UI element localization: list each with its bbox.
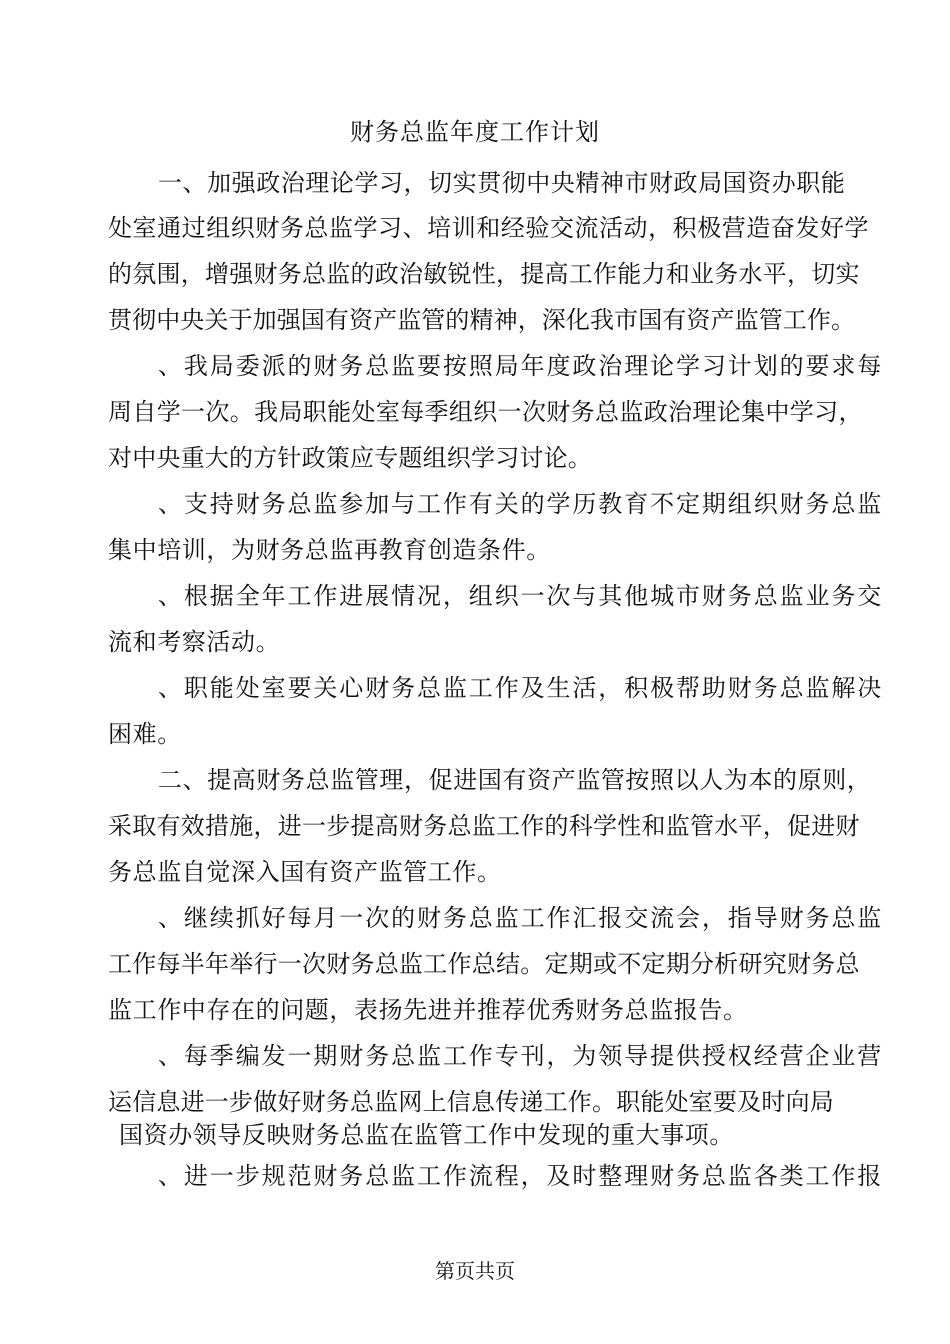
paragraph-line: 集中培训，为财务总监再教育创造条件。 — [108, 536, 551, 564]
paragraph-line: 对中央重大的方针政策应专题组织学习讨论。 — [108, 444, 592, 472]
paragraph-line: 、根据全年工作进展情况，组织一次与其他城市财务总监业务交 — [158, 582, 884, 610]
page-footer: 第页共页 — [435, 1259, 515, 1283]
document-title: 财务总监年度工作计划 — [350, 118, 600, 146]
paragraph-line: 工作每半年举行一次财务总监工作总结。定期或不定期分析研究财务总 — [108, 950, 860, 978]
paragraph-line: 贯彻中央关于加强国有资产监管的精神，深化我市国有资产监管工作。 — [108, 306, 856, 334]
paragraph-line: 困难。 — [108, 720, 182, 748]
paragraph-line: 采取有效措施，进一步提高财务总监工作的科学性和监管水平，促进财 — [108, 812, 860, 840]
paragraph-line: 、职能处室要关心财务总监工作及生活，积极帮助财务总监解决 — [158, 674, 884, 702]
paragraph-line: 周自学一次。我局职能处室每季组织一次财务总监政治理论集中学习， — [108, 398, 863, 426]
paragraph-line: 监工作中存在的问题，表扬先进并推荐优秀财务总监报告。 — [108, 996, 748, 1024]
paragraph-line: 处室通过组织财务总监学习、培训和经验交流活动，积极营造奋发好学 — [108, 214, 870, 242]
paragraph-line: 、继续抓好每月一次的财务总监工作汇报交流会，指导财务总监 — [158, 904, 884, 932]
paragraph-line: 、进一步规范财务总监工作流程，及时整理财务总监各类工作报 — [158, 1162, 884, 1190]
paragraph-line: 务总监自觉深入国有资产监管工作。 — [108, 858, 502, 886]
paragraph-line: 、支持财务总监参加与工作有关的学历教育不定期组织财务总监 — [158, 490, 884, 518]
paragraph-line: 的氛围，增强财务总监的政治敏锐性，提高工作能力和业务水平，切实 — [108, 260, 860, 288]
paragraph-line: 一、加强政治理论学习，切实贯彻中央精神市财政局国资办职能 — [158, 169, 846, 197]
paragraph-line: 、每季编发一期财务总监工作专刊，为领导提供授权经营企业营 — [158, 1042, 884, 1070]
paragraph-line: 运信息进一步做好财务总监网上信息传递工作。职能处室要及时向局 — [108, 1088, 834, 1116]
paragraph-line: 、我局委派的财务总监要按照局年度政治理论学习计划的要求每 — [158, 352, 884, 380]
paragraph-line: 国资办领导反映财务总监在监管工作中发现的重大事项。 — [119, 1121, 734, 1149]
paragraph-line: 流和考察活动。 — [108, 628, 281, 656]
paragraph-line: 二、提高财务总监管理，促进国有资产监管按照以人为本的原则， — [158, 766, 872, 794]
